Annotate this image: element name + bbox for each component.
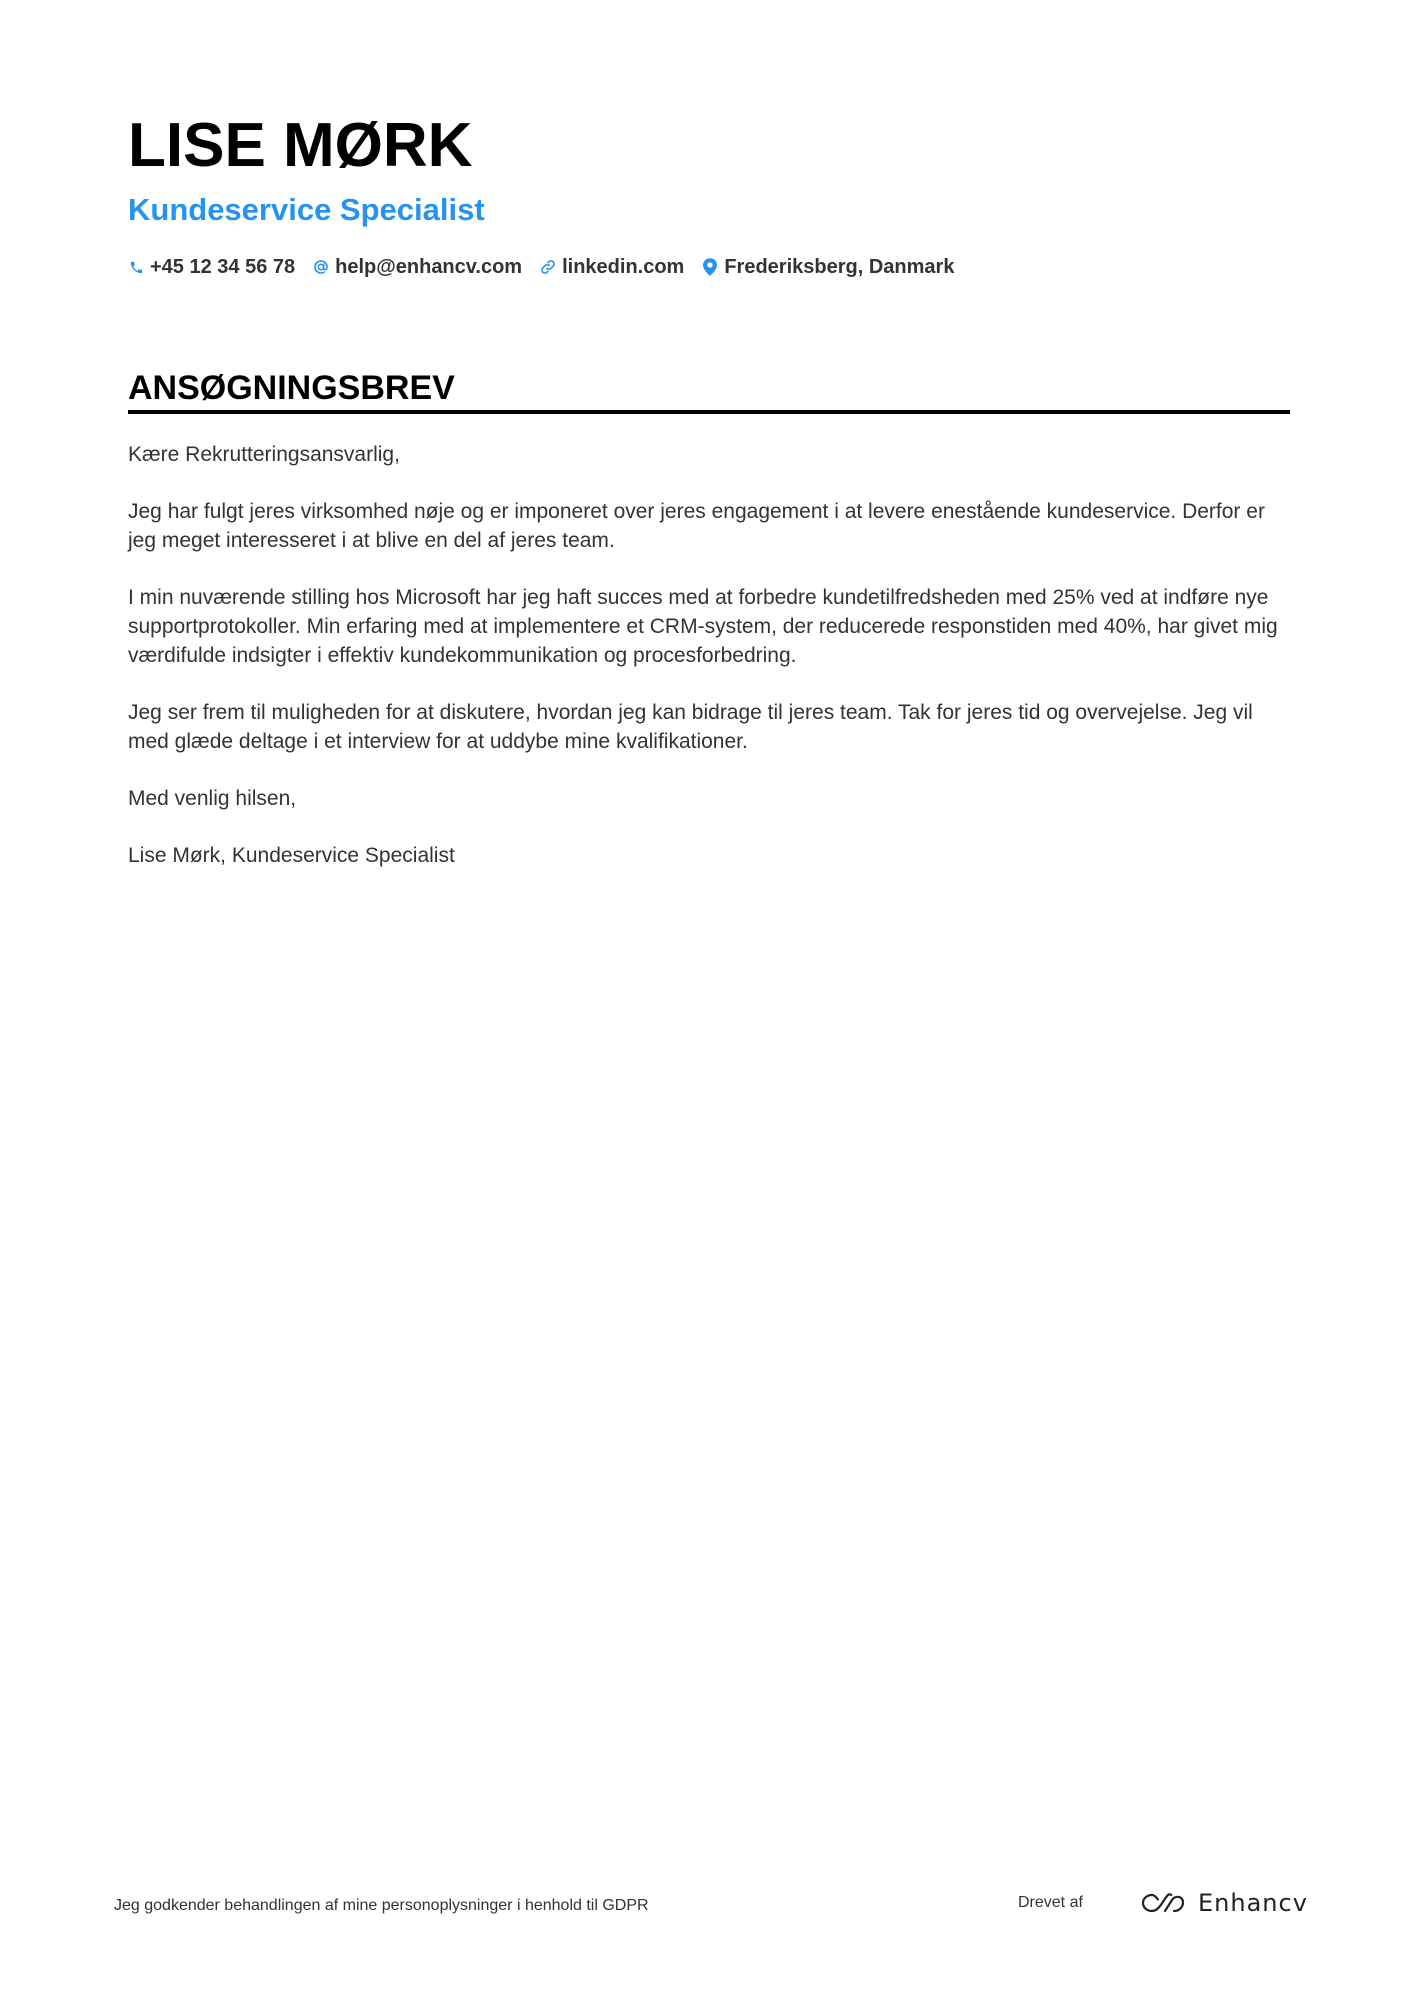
contact-linkedin[interactable] (540, 256, 684, 279)
phone-icon (128, 257, 144, 277)
enhancv-logo[interactable] (1138, 1888, 1308, 1918)
gdpr-consent-text: Jeg godkender behandlingen af mine personoplysninger i henhold til GDPR (114, 1897, 649, 1914)
location-pin-icon (702, 257, 718, 277)
contact-location (702, 256, 954, 279)
section-divider (128, 410, 1290, 414)
at-icon (313, 257, 329, 277)
applicant-name: LISE MØRK (128, 111, 473, 180)
letter-greeting: Kære Rekrutteringsansvarlig, (128, 443, 400, 466)
contact-linkedin-text: linkedin.com (562, 255, 685, 278)
letter-closing: Med venlig hilsen, (128, 787, 297, 810)
link-icon (540, 257, 556, 277)
contact-bar (128, 252, 972, 282)
contact-phone[interactable] (128, 256, 295, 279)
applicant-job-title: Kundeservice Specialist (128, 192, 485, 227)
letter-paragraph: Jeg ser frem til muligheden for at diskutere, hvordan jeg kan bidrage til jeres team. Tak for jeres tid og overvejelse. Jeg vil med glæde deltage i et interview for at uddybe mine kvalifikationer. (128, 701, 1253, 753)
contact-email[interactable] (313, 256, 522, 279)
letter-paragraph: I min nuværende stilling hos Microsoft har jeg haft succes med at forbedre kundetilfredsheden med 25% ved at indføre nye supportprotokoller. Min erfaring med at implementere et CRM-system, der reducerede responstiden med 40%, har givet mig værdifulde indsigter i effektiv kundekommunikation og procesforbedring. (128, 586, 1278, 667)
letter-signature: Lise Mørk, Kundeservice Specialist (128, 844, 455, 867)
contact-phone-text: +45 12 34 56 78 (150, 255, 296, 278)
section-title: ANSØGNINGSBREV (128, 369, 455, 407)
letter-paragraph: Jeg har fulgt jeres virksomhed nøje og er imponeret over jeres engagement i at levere enestående kundeservice. Derfor er jeg meget interesseret i at blive en del af jeres team. (128, 500, 1265, 552)
enhancv-wordmark: Enhancv (1198, 1889, 1308, 1917)
contact-location-text: Frederiksberg, Danmark (724, 255, 955, 278)
powered-by-label: Drevet af (1018, 1894, 1083, 1911)
letter-body (128, 440, 1298, 898)
contact-email-text: help@enhancv.com (335, 255, 523, 278)
enhancv-mark-icon (1138, 1890, 1186, 1916)
